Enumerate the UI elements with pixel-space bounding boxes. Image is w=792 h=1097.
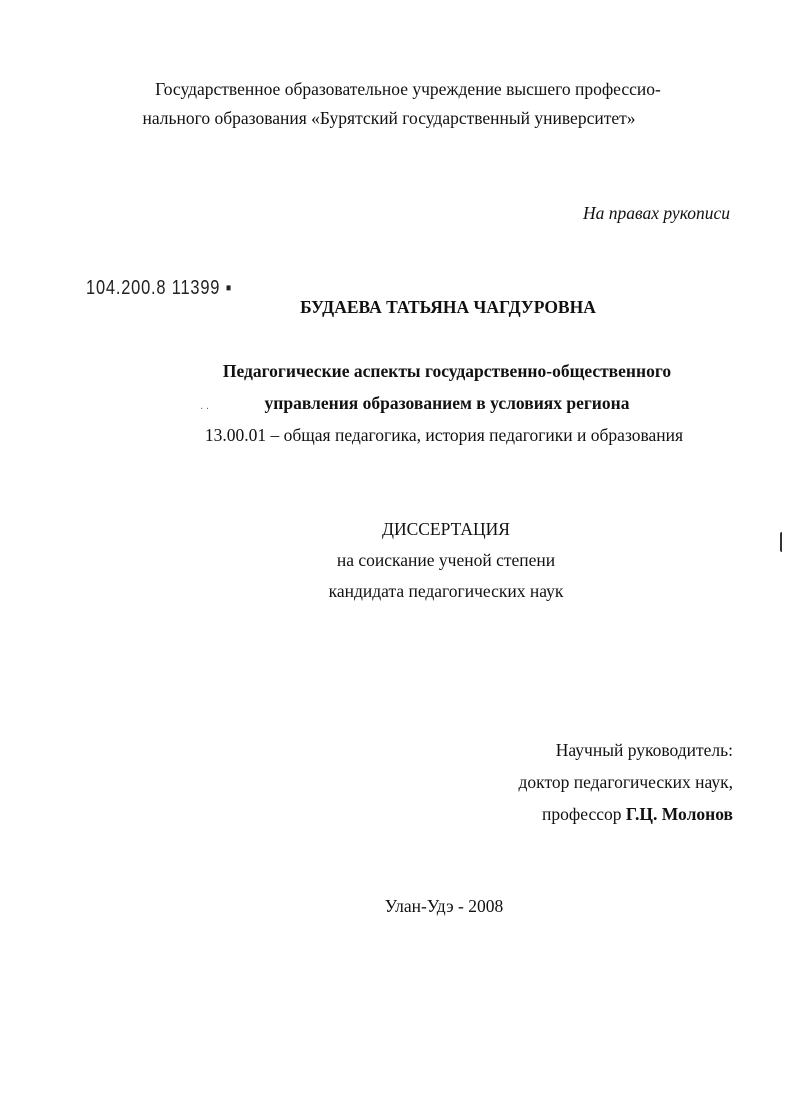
supervisor-degree: доктор педагогических наук, bbox=[518, 772, 733, 792]
specialty-code: 13.00.01 – общая педагогика, история педагогики и образования bbox=[204, 425, 684, 445]
dissertation-title-line-2: управления образованием в условиях региона bbox=[264, 393, 630, 413]
author-name: БУДАЕВА ТАТЬЯНА ЧАГДУРОВНА bbox=[300, 297, 596, 317]
work-type-line-2: кандидата педагогических наук bbox=[328, 581, 564, 601]
stamp-mark: ▪ bbox=[220, 277, 233, 299]
stamp-number: 104.200.8 11399 bbox=[86, 277, 221, 299]
supervisor-title: профессор bbox=[542, 804, 622, 824]
dissertation-title-line-1: Педагогические аспекты государственно-общественного bbox=[222, 361, 672, 381]
work-type-label: ДИССЕРТАЦИЯ bbox=[382, 519, 510, 539]
supervisor-label: Научный руководитель: bbox=[555, 740, 733, 760]
supervisor-name: Г.Ц. Молонов bbox=[625, 804, 733, 824]
place-year: Улан-Удэ - 2008 bbox=[384, 896, 504, 916]
work-type-line-1: на соискание ученой степени bbox=[336, 550, 556, 570]
margin-mark bbox=[780, 532, 785, 552]
institution-line-2: нального образования «Бурятский государственный университет» bbox=[142, 108, 636, 128]
institution-line-1: Государственное образовательное учреждение высшего профессио- bbox=[155, 79, 661, 99]
scan-specks: · · bbox=[200, 404, 210, 415]
rights-note: На правах рукописи bbox=[583, 203, 730, 223]
supervisor-name-line bbox=[0, 803, 733, 825]
